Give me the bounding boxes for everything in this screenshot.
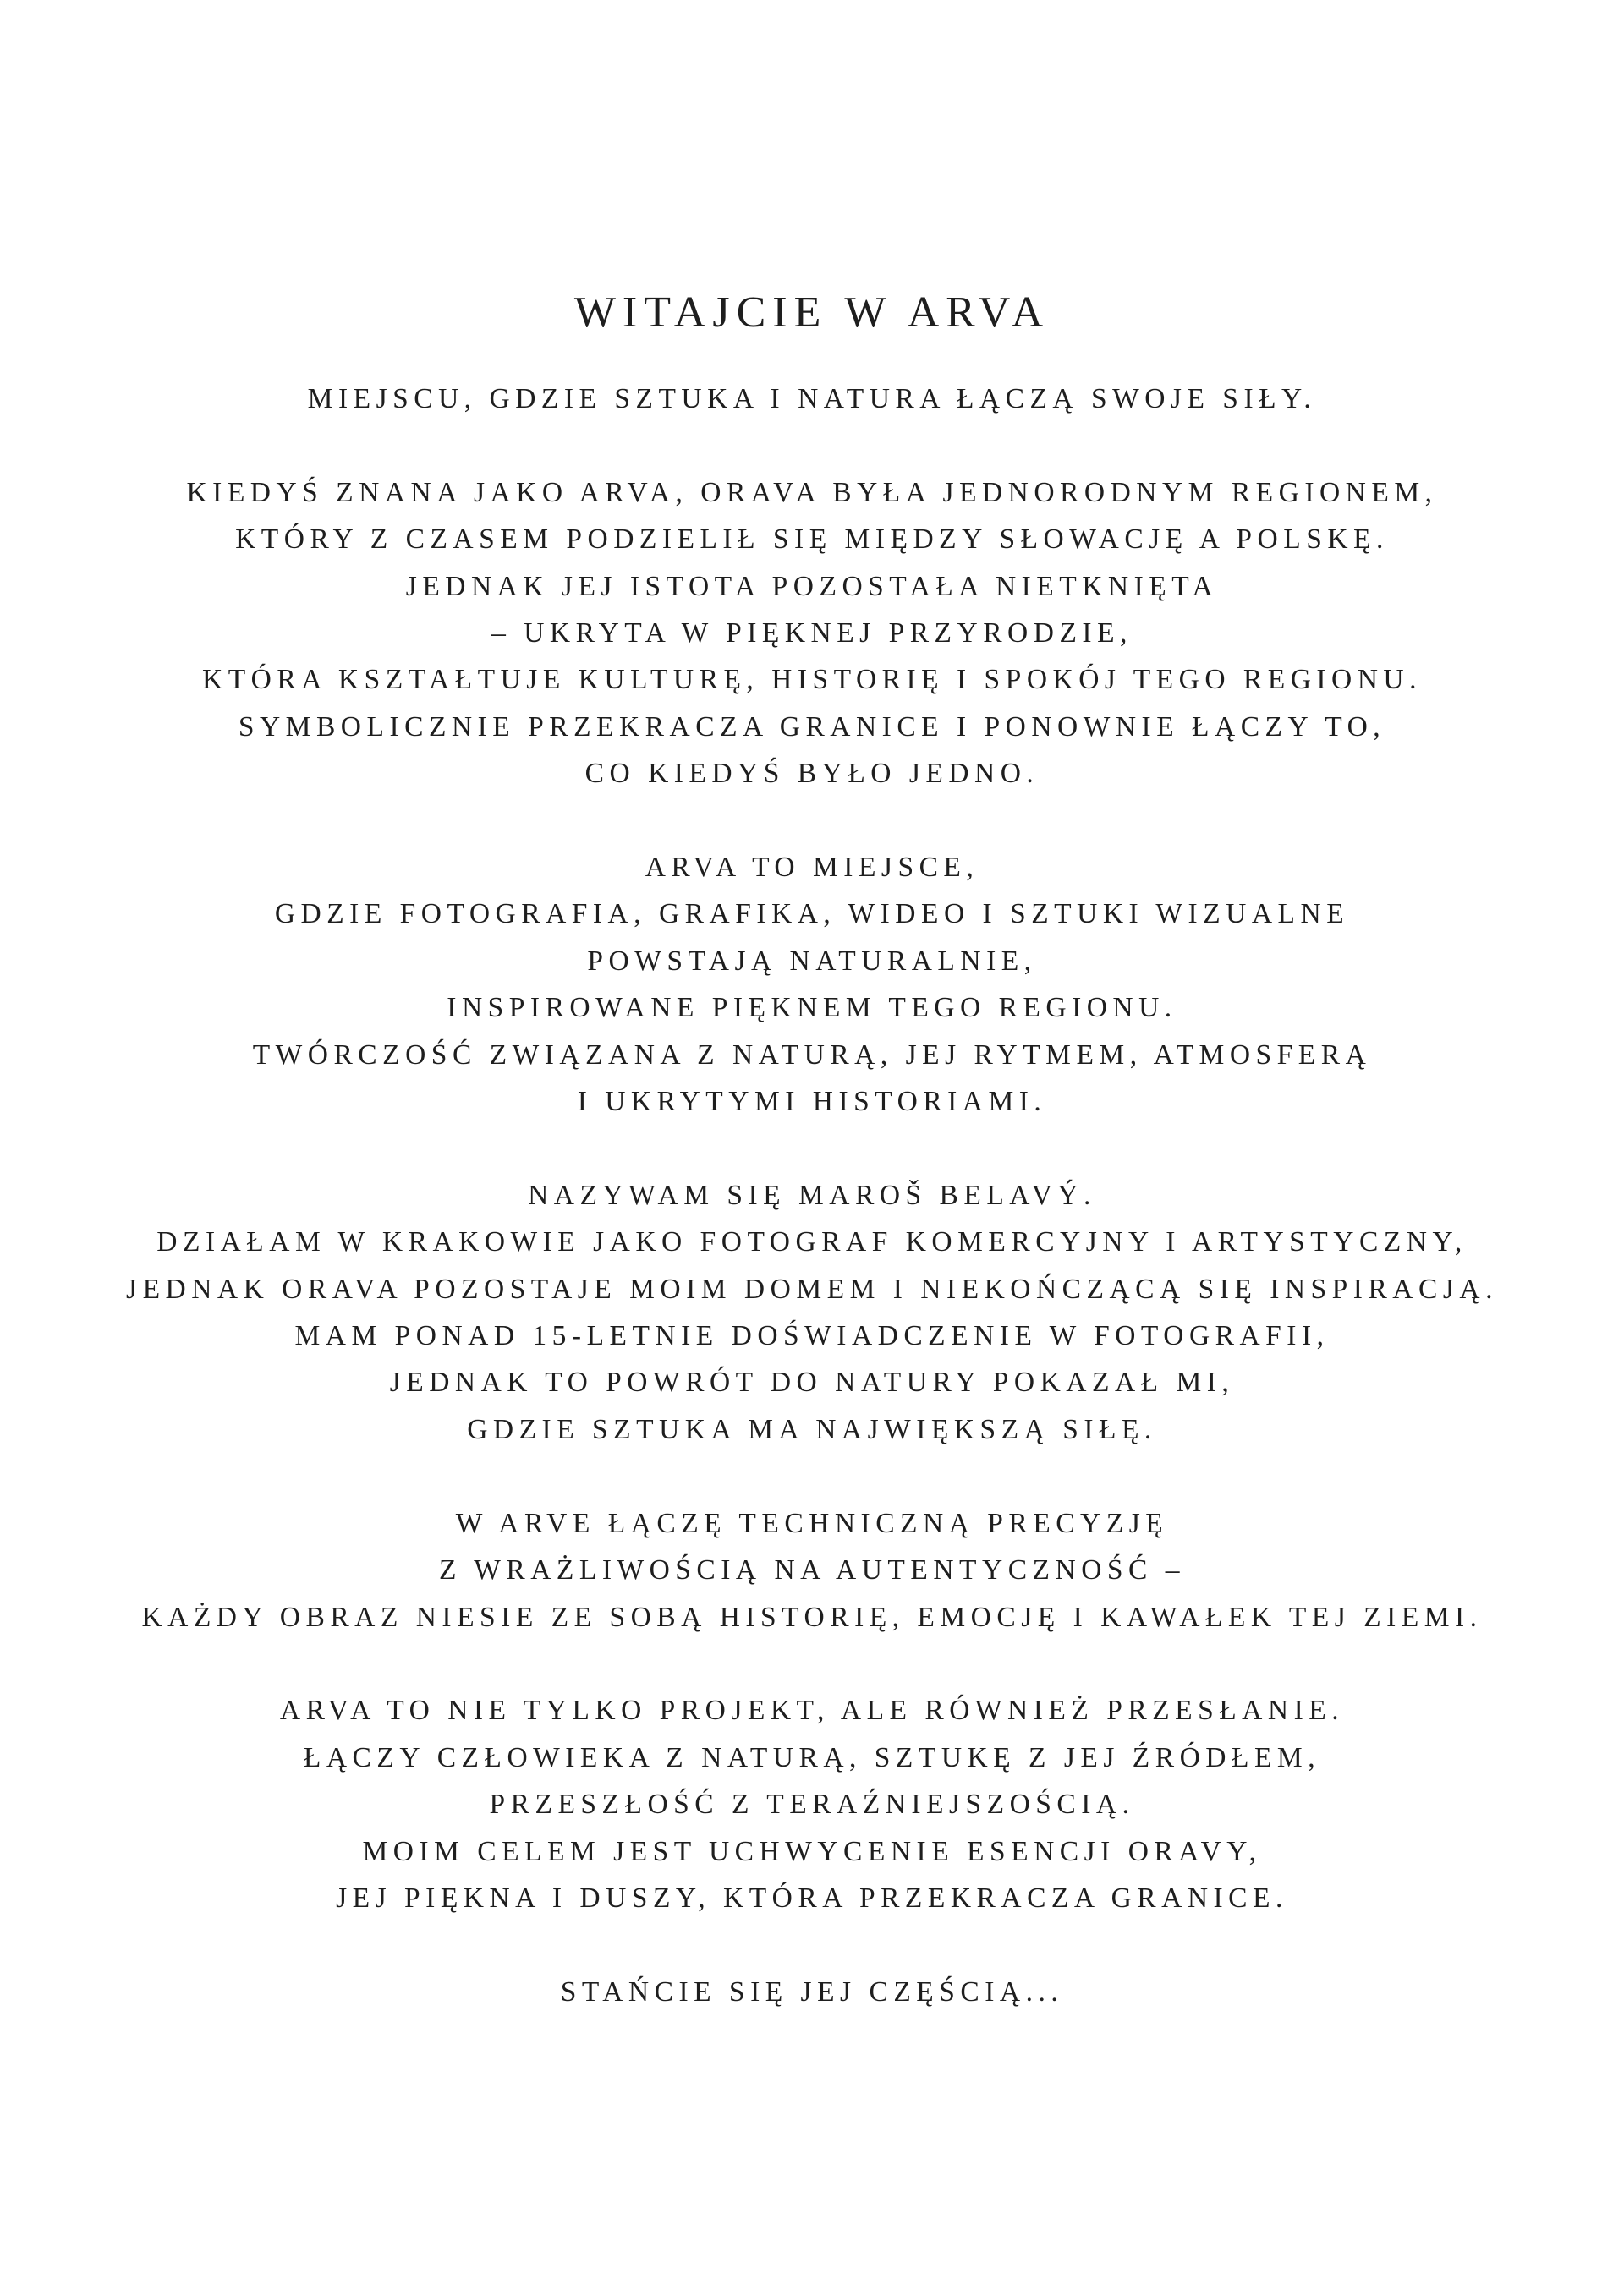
text-line: PRZESZŁOŚĆ Z TERAŹNIEJSZOŚCIĄ. (489, 1789, 1135, 1821)
closing-line: STAŃCIE SIĘ JEJ CZĘŚCIĄ... (560, 1975, 1064, 2008)
text-line: POWSTAJĄ NATURALNIE, (587, 945, 1037, 977)
text-line: DZIAŁAM W KRAKOWIE JAKO FOTOGRAF KOMERCYJNY I ARTYSTYCZNY, (156, 1226, 1468, 1258)
text-line: TWÓRCZOŚĆ ZWIĄZANA Z NATURĄ, JEJ RYTMEM, ATMOSFERĄ (252, 1038, 1372, 1071)
text-line: GDZIE FOTOGRAFIA, GRAFIKA, WIDEO I SZTUKI WIZUALNE (274, 898, 1350, 930)
text-line: GDZIE SZTUKA MA NAJWIĘKSZĄ SIŁĘ. (467, 1413, 1157, 1445)
text-line: CO KIEDYŚ BYŁO JEDNO. (584, 758, 1040, 790)
text-line: SYMBOLICZNIE PRZEKRACZA GRANICE I PONOWNIE ŁĄCZY TO, (238, 710, 1386, 743)
text-line: KIEDYŚ ZNANA JAKO ARVA, ORAVA BYŁA JEDNORODNYM REGIONEM, (186, 476, 1438, 508)
paragraph-closing (0, 1969, 1624, 2015)
text-line: – UKRYTA W PIĘKNEJ PRZYRODZIE, (491, 617, 1133, 649)
text-line: Z WRAŻLIWOŚCIĄ NA AUTENTYCZNOŚĆ – (439, 1554, 1185, 1586)
paragraph-intro (0, 375, 1624, 422)
text-line: JEDNAK JEJ ISTOTA POZOSTAŁA NIETKNIĘTA (405, 570, 1219, 602)
text-line: MIEJSCU, GDZIE SZTUKA I NATURA ŁĄCZĄ SWOJE SIŁY. (307, 383, 1317, 414)
text-line: KAŻDY OBRAZ NIESIE ZE SOBĄ HISTORIĘ, EMOCJĘ I KAWAŁEK TEJ ZIEMI. (141, 1601, 1483, 1633)
text-line: I UKRYTYMI HISTORIAMI. (577, 1086, 1047, 1118)
paragraph-approach (0, 1500, 1624, 1641)
paragraph-history (0, 469, 1624, 797)
paragraph-author (0, 1172, 1624, 1453)
text-line: ARVA TO MIEJSCE, (645, 852, 979, 884)
text-line: JEJ PIĘKNA I DUSZY, KTÓRA PRZEKRACZA GRANICE. (336, 1882, 1288, 1914)
document-body (0, 375, 1624, 2063)
paragraph-place (0, 844, 1624, 1125)
text-line: INSPIROWANE PIĘKNEM TEGO REGIONU. (447, 992, 1177, 1024)
text-line: ARVA TO NIE TYLKO PROJEKT, ALE RÓWNIEŻ PRZESŁANIE. (279, 1695, 1345, 1727)
text-line: KTÓRY Z CZASEM PODZIELIŁ SIĘ MIĘDZY SŁOWACJĘ A POLSKĘ. (235, 523, 1389, 556)
text-line: JEDNAK ORAVA POZOSTAJE MOIM DOMEM I NIEKOŃCZĄCĄ SIĘ INSPIRACJĄ. (126, 1273, 1498, 1305)
text-line: MOIM CELEM JEST UCHWYCENIE ESENCJI ORAVY, (362, 1835, 1262, 1867)
text-line: NAZYWAM SIĘ MAROŠ BELAVÝ. (528, 1179, 1096, 1211)
text-line: MAM PONAD 15-LETNIE DOŚWIADCZENIE W FOTOGRAFII, (294, 1320, 1330, 1352)
text-line: W ARVE ŁĄCZĘ TECHNICZNĄ PRECYZJĘ (455, 1507, 1169, 1539)
text-line: JEDNAK TO POWRÓT DO NATURY POKAZAŁ MI, (389, 1367, 1235, 1399)
page-title: WITAJCIE W ARVA (573, 288, 1051, 337)
paragraph-mission (0, 1687, 1624, 1921)
text-line: KTÓRA KSZTAŁTUJE KULTURĘ, HISTORIĘ I SPOKÓJ TEGO REGIONU. (202, 664, 1422, 696)
text-line: ŁĄCZY CZŁOWIEKA Z NATURĄ, SZTUKĘ Z JEJ ŹRÓDŁEM, (303, 1741, 1321, 1773)
